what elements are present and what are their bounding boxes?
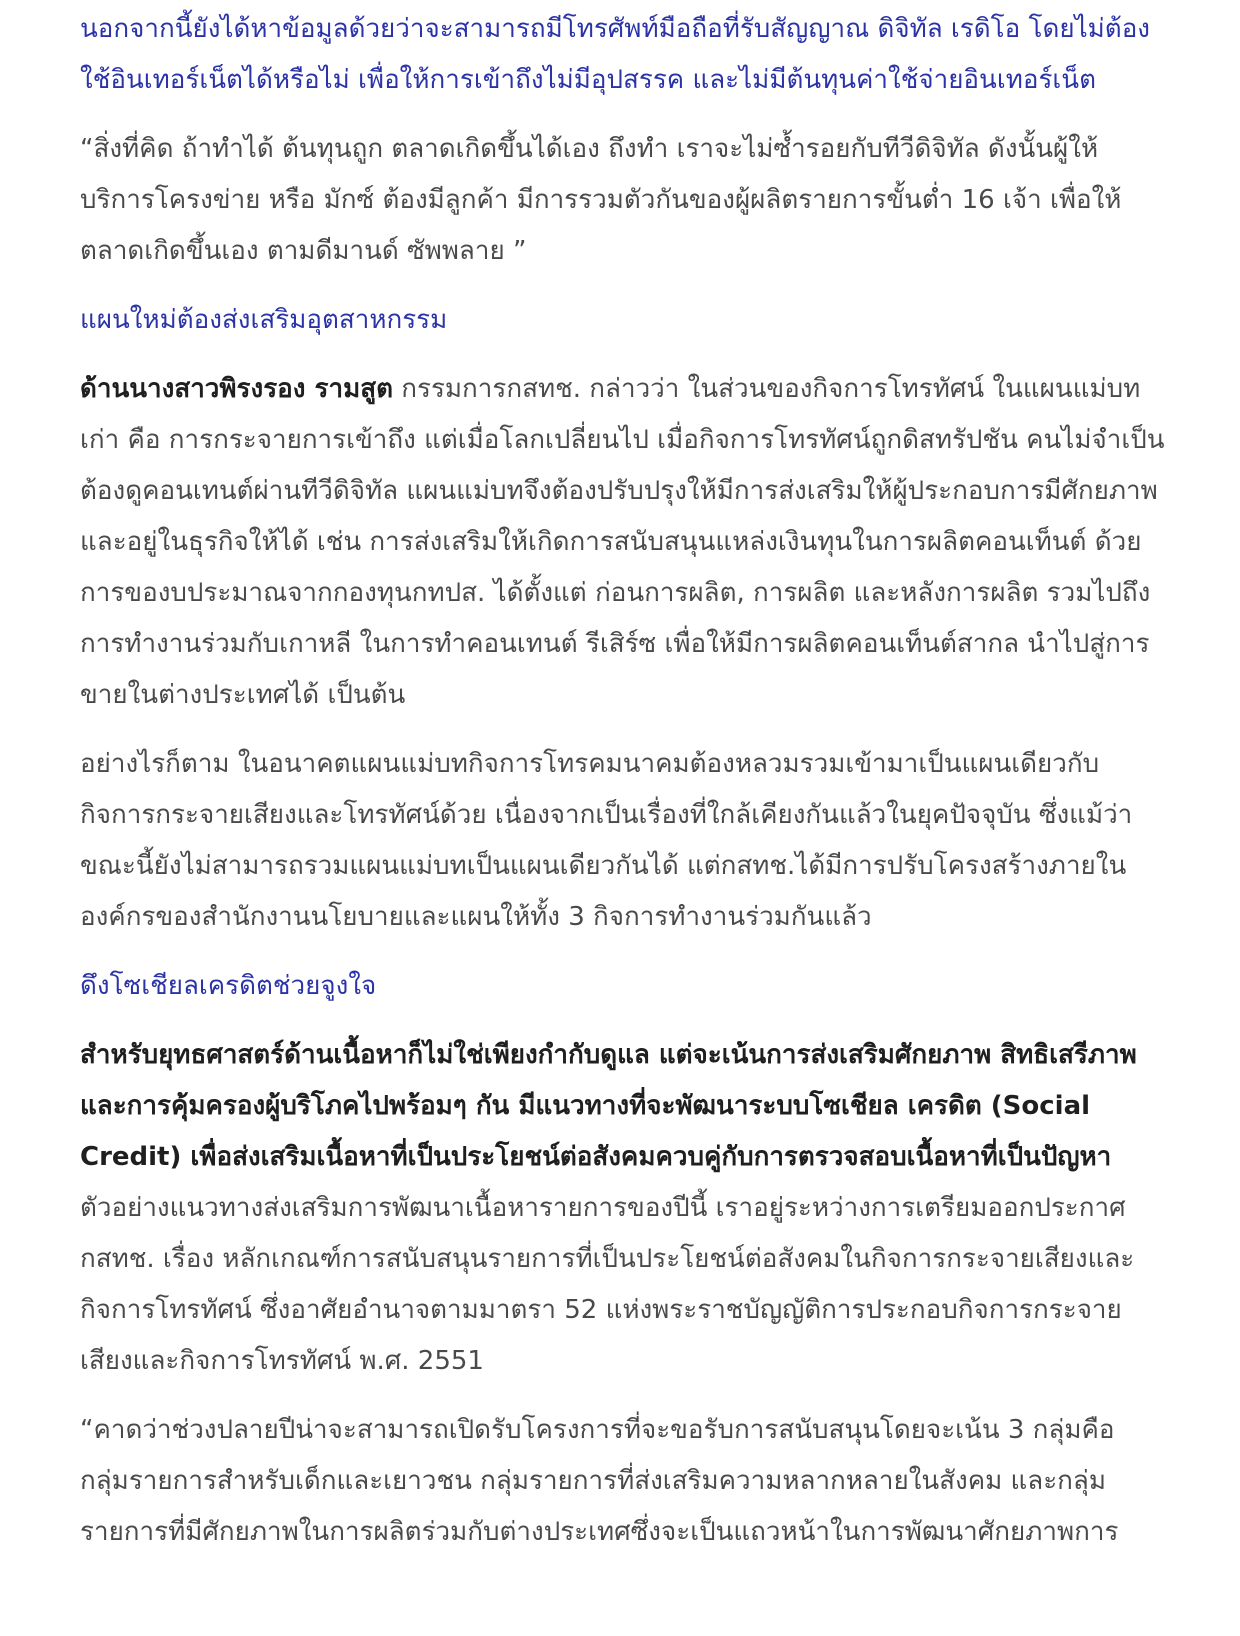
body-paragraph-3: อย่างไรก็ตาม ในอนาคตแผนแม่บทกิจการโทรคมนาคมต้องหลวมรวมเข้ามาเป็นแผนเดียวกับกิจการกระจายเสียงและโทรทัศน์ด้วย เนื่องจากเป็นเรื่องที่ใกล้เคียงกันแล้วในยุคปัจจุบัน ซึ่งแม้ว่าขณะนี้ยังไม่สามารถรวมแผนแม่บทเป็นแผนเดียวกันได้ แต่กสทช.ได้มีการปรับโครงสร้างภายในองค์กรของสำนักงานนโยบายและแผนให้ทั้ง 3 กิจการทำงานร่วมกันแล้ว (80, 749, 1133, 932)
body-paragraph-4 (80, 1030, 1170, 1387)
speaker-name: ด้านนางสาวพิรงรอง รามสูต (80, 374, 393, 404)
quote-paragraph-2: “คาดว่าช่วงปลายปีน่าจะสามารถเปิดรับโครงการที่จะขอรับการสนับสนุนโดยจะเน้น 3 กลุ่มคือ กลุ่มรายการสำหรับเด็กและเยาวชน กลุ่มรายการที่ส่งเสริมความหลากหลายในสังคม และกลุ่มรายการที่มีศักยภาพในการผลิตร่วมกับต่างประเทศซึ่งจะเป็นแถวหน้าในการพัฒนาศักยภาพการ (80, 1415, 1119, 1547)
body-paragraph-2 (80, 364, 1170, 721)
intro-paragraph: นอกจากนี้ยังได้หาข้อมูลด้วยว่าจะสามารถมีโทรศัพท์มือถือที่รับสัญญาณ ดิจิทัล เรดิโอ โดยไม่ต้องใช้อินเทอร์เน็ตได้หรือไม่ เพื่อให้การเข้าถึงไม่มีอุปสรรค และไม่มีต้นทุนค่าใช้จ่ายอินเทอร์เน็ต (80, 14, 1150, 95)
section-heading-1: แผนใหม่ต้องส่งเสริมอุตสาหกรรม (80, 305, 448, 335)
body-paragraph-4-text: ตัวอย่างแนวทางส่งเสริมการพัฒนาเนื้อหารายการของปีนี้ เราอยู่ระหว่างการเตรียมออกประกาศ กสทช. เรื่อง หลักเกณฑ์การสนับสนุนรายการที่เป็นประโยชน์ต่อสังคมในกิจการกระจายเสียงและกิจการโทรทัศน์ ซึ่งอาศัยอำนาจตามมาตรา 52 แห่งพระราชบัญญัติการประกอบกิจการกระจายเสียงและกิจการโทรทัศน์ พ.ศ. 2551 (80, 1193, 1135, 1376)
body-paragraph-2-text: กรรมการกสทช. กล่าวว่า ในส่วนของกิจการโทรทัศน์ ในแผนแม่บทเก่า คือ การกระจายการเข้าถึง แต่เมื่อโลกเปลี่ยนไป เมื่อกิจการโทรทัศน์ถูกดิสทรัปชัน คนไม่จำเป็นต้องดูคอนเทนต์ผ่านทีวีดิจิทัล แผนแม่บทจึงต้องปรับปรุงให้มีการส่งเสริมให้ผู้ประกอบการมีศักยภาพและอยู่ในธุรกิจให้ได้ เช่น การส่งเสริมให้เกิดการสนับสนุนแหล่งเงินทุนในการผลิตคอนเท็นต์ ด้วยการของบประมาณจากกองทุนกทปส. ได้ตั้งแต่ ก่อนการผลิต, การผลิต และหลังการผลิต รวมไปถึงการทำงานร่วมกับเกาหลี ในการทำคอนเทนต์ รีเสิร์ซ เพื่อให้มีการผลิตคอนเท็นต์สากล นำไปสู่การขายในต่างประเทศได้ เป็นต้น (80, 374, 1165, 710)
quote-paragraph-1: “สิ่งที่คิด ถ้าทำได้ ต้นทุนถูก ตลาดเกิดขึ้นได้เอง ถึงทำ เราจะไม่ซ้ำรอยกับทีวีดิจิทัล ดังนั้นผู้ให้บริการโครงข่าย หรือ มักซ์ ต้องมีลูกค้า มีการรวมตัวกันของผู้ผลิตรายการขั้นต่ำ 16 เจ้า เพื่อให้ตลาดเกิดขึ้นเอง ตามดีมานด์ ซัพพลาย ” (80, 134, 1122, 266)
section-heading-2: ดึงโซเชียลเครดิตช่วยจูงใจ (80, 971, 377, 1001)
strategy-statement: สำหรับยุทธศาสตร์ด้านเนื้อหาก็ไม่ใช่เพียงกำกับดูแล แต่จะเน้นการส่งเสริมศักยภาพ สิทธิเสรีภาพ และการคุ้มครองผู้บริโภคไปพร้อมๆ กัน มีแนวทางที่จะพัฒนาระบบโซเชียล เครดิต (Social Credit) เพื่อส่งเสริมเนื้อหาที่เป็นประโยชน์ต่อสังคมควบคู่กับการตรวจสอบเนื้อหาที่เป็นปัญหา (80, 1040, 1137, 1172)
article-body (80, 0, 1170, 1558)
